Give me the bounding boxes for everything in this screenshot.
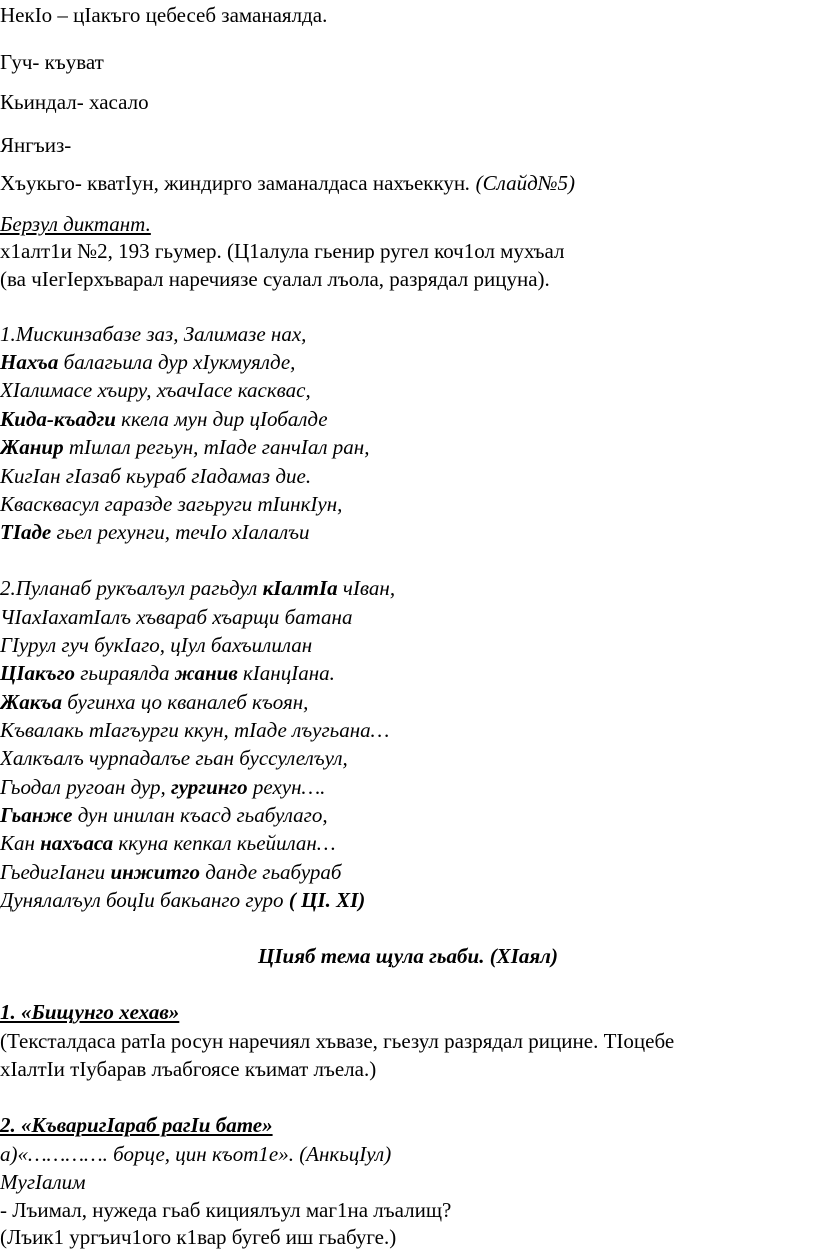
poem2-line-5 <box>0 689 308 715</box>
poem1-line-8 <box>0 519 310 545</box>
poem1-line-7: Кваскваcул гаразде загьруги тIинкIун, <box>0 492 343 516</box>
poem1-line-8-rest: гьел рехунги, течIо хIалалъи <box>51 520 310 544</box>
exercise-2-line-a: а)«…………. борце, цин къот1е». (АнкьцIул) <box>0 1142 392 1166</box>
poem1-line-2-rest: балагьила дур хIукмуялде, <box>58 350 296 374</box>
poem1-line-1: 1.Мискинзабазе заз, Залимазе нах, <box>0 322 307 346</box>
exercise-1-line-1: (Тексталдаса ратIа росун наречиял хъвазе, гьезул разрядал рицине. ТIоцебе <box>0 1029 675 1053</box>
poem2-line-11-a: ГьедигIанги <box>0 860 111 884</box>
poem1-line-5 <box>0 434 369 460</box>
poem1-line-4-bold: Кида-къадги <box>0 407 116 431</box>
poem2-line-12-bold: ( ЦI. XI) <box>288 888 366 912</box>
intro-line-5-text: Хъукьго- кватIун, жиндирго заманалдаса нахъеккун <box>0 171 466 195</box>
poem2-line-4 <box>0 660 335 686</box>
poem2-line-6: Къвалакь тIагъурги ккун, тIаде лъугьана… <box>0 718 390 742</box>
slide-reference: (Слайд№5) <box>470 171 576 195</box>
intro-line-3: Кьиндал- хасало <box>0 90 149 114</box>
dictation-title: Берзул диктант. <box>0 212 151 236</box>
dictation-task-line-2: (ва чIегIерхъварал наречиязе суалал лъола, разрядал рицуна). <box>0 267 550 291</box>
poem1-line-5-rest: тIилал регьун, тIаде ганчIал ран, <box>63 435 370 459</box>
poem2-line-10-a: Кан <box>0 831 41 855</box>
intro-line-5-dot: . <box>465 171 471 195</box>
poem2-line-8-a: Гьодал ругоан дур, <box>0 775 172 799</box>
teacher-label: МугIалим <box>0 1170 86 1194</box>
poem2-line-1-bold: кIалтIа <box>262 576 338 600</box>
poem2-line-1 <box>0 575 395 601</box>
poem1-line-4-rest: ккела мун дир цIобалде <box>115 407 328 431</box>
poem2-line-10-bold: нахъаса <box>40 831 114 855</box>
poem2-line-11-bold: инжитго <box>110 860 201 884</box>
poem2-line-5-bold: Жакъа <box>0 690 62 714</box>
intro-line-1: НекIо – цIакъго цебесеб заманаялда. <box>0 3 328 27</box>
poem2-line-9-rest: дун инилан къасд гьабулаго, <box>72 803 328 827</box>
poem2-line-4-bold-1: ЦIакъго <box>0 661 75 685</box>
poem1-line-3: ХIалимасе хъиру, хъачIасе касквас, <box>0 378 311 402</box>
poem2-line-10-b: ккуна кепкал кьейилан… <box>113 831 336 855</box>
poem1-line-4 <box>0 406 328 432</box>
poem2-line-3: ГIурул гуч букIаго, цIул бахъилилан <box>0 633 313 657</box>
poem2-line-1-a: 2.Пуланаб рукъалъул рагьдул <box>0 576 263 600</box>
intro-line-4: Янгъиз- <box>0 133 72 157</box>
teacher-question: - Лъимал, нужеда гьаб кициялъул маг1на лъалищ? <box>0 1198 452 1222</box>
topic-heading: ЦIияб тема щула гьаби. (ХIаял) <box>258 944 558 968</box>
poem1-line-5-bold: Жанир <box>0 435 64 459</box>
poem2-line-4-mid: гьираялда <box>74 661 175 685</box>
poem2-line-12 <box>0 887 365 913</box>
poem2-line-10 <box>0 830 336 856</box>
poem2-line-4-rest: кIанцIана. <box>237 661 335 685</box>
poem1-line-2-bold: Нахъа <box>0 350 59 374</box>
exercise-1-line-2: хIалтIи тIубарав лъабгоясе къимат лъела.) <box>0 1057 377 1081</box>
exercise-2-title: 2. «КъваригIараб рагIи бате» <box>0 1113 273 1137</box>
poem2-line-11 <box>0 859 341 885</box>
poem2-line-12-a: Дунялалъул боцIи бакьанго гуро <box>0 888 289 912</box>
poem2-line-1-b: чIван, <box>337 576 396 600</box>
poem2-line-8 <box>0 774 325 800</box>
poem2-line-11-b: данде гьабураб <box>200 860 342 884</box>
poem2-line-2: ЧIахIахатIалъ хъвараб хъарщи батана <box>0 605 353 629</box>
exercise-1-title: 1. «Бищунго хехав» <box>0 1000 180 1024</box>
expected-answer: (Лъик1 ургъич1ого к1вар бугеб иш гьабуге.) <box>0 1225 397 1249</box>
poem1-line-8-bold: ТIаде <box>0 520 52 544</box>
poem2-line-8-b: рехун…. <box>247 775 326 799</box>
poem2-line-9-bold: Гьанже <box>0 803 73 827</box>
poem2-line-4-bold-2: жанив <box>174 661 238 685</box>
intro-line-5 <box>0 170 575 196</box>
dictation-task-line-1: х1алт1и №2, 193 гьумер. (Ц1алула гьенир ругел коч1ол мухъал <box>0 239 565 263</box>
poem1-line-2 <box>0 349 295 375</box>
poem1-line-6: КигIан гIазаб кьураб гIадамаз дие. <box>0 464 312 488</box>
poem2-line-8-bold: гургинго <box>171 775 248 799</box>
poem2-line-7: Халкъалъ чурпадалъе гьан буссулелъул, <box>0 746 348 770</box>
poem2-line-5-rest: бугинха цо кваналеб къоян, <box>62 690 309 714</box>
poem2-line-9 <box>0 802 328 828</box>
intro-line-2: Гуч- къуват <box>0 50 104 74</box>
